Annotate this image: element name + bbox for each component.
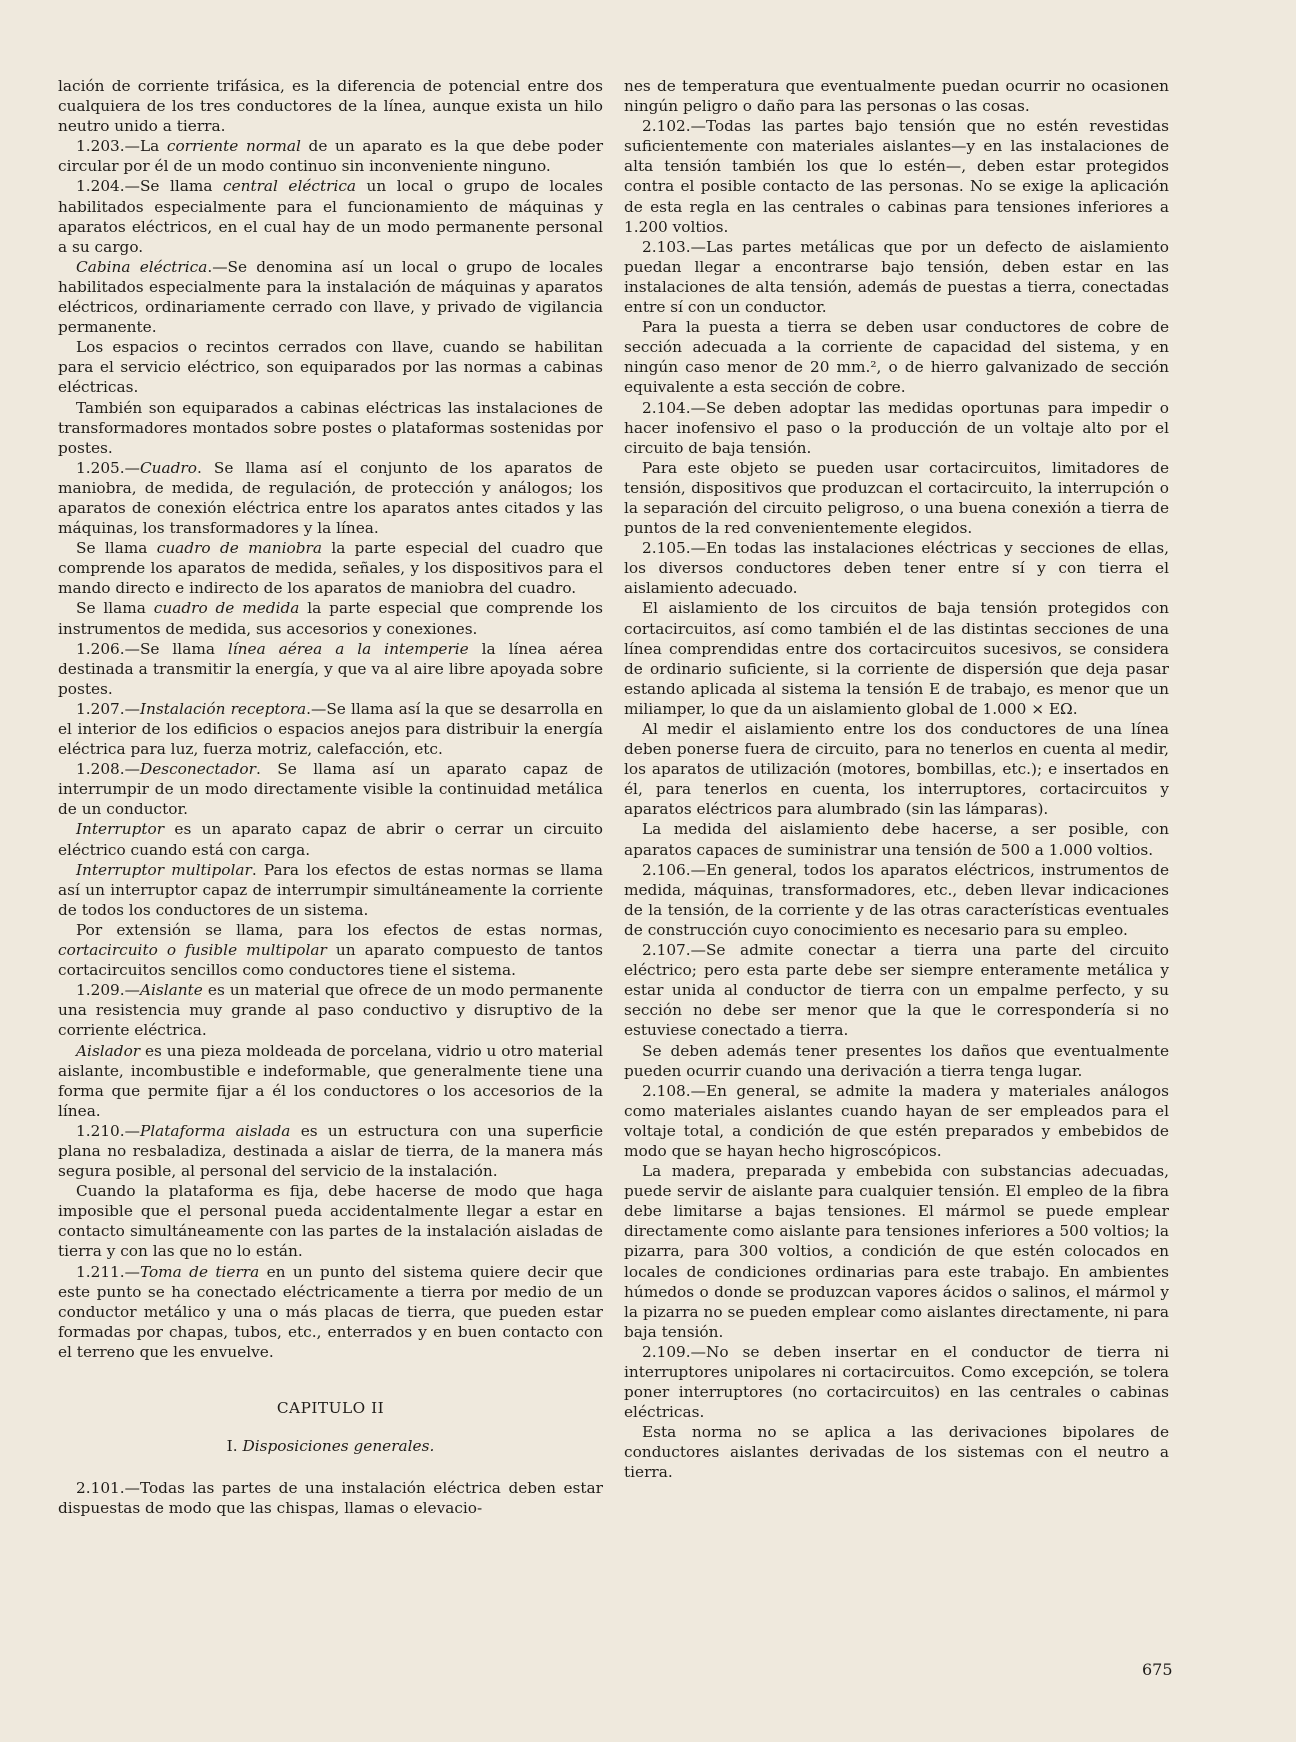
paragraph: Cuando la plataforma es fija, debe hacerse de modo que haga imposible que el personal pueda accidentalmente llegar a estar en contacto simultáneamente con las partes de la instalación aisladas de tierra y con las que no lo están. [58, 1182, 603, 1261]
paragraph: 2.108.—En general, se admite la madera y materiales análogos como materiales aislantes cuando hayan de ser empleados para el voltaje total, a condición de que estén preparados y embebidos de modo que se hayan hecho higroscópicos. [624, 1081, 1169, 1160]
paragraph: Cabina eléctrica.—Se denomina así un local o grupo de locales habilitados especialmente para la instalación de máquinas y aparatos eléctricos, ordinariamente cerrado con llave, y privado de vigilancia permanente. [58, 257, 603, 337]
paragraph: Aislador es una pieza moldeada de porcelana, vidrio u otro material aislante, incombustible e indeformable, que generalmente tiene una forma que permite fijar a él los conductores o los accesorios de la línea. [58, 1041, 604, 1120]
paragraph: 1.207.—Instalación receptora.—Se llama así la que se desarrolla en el interior de los edificios o espacios anejos para distribuir la energía eléctrica para luz, fuerza motriz, calefacción, etc. [58, 699, 603, 759]
chapter-heading: CAPITULO II [276, 1399, 385, 1417]
paragraph: nes de temperatura que eventualmente puedan ocurrir no ocasionen ningún peligro o daño para las personas o las cosas. [624, 77, 1169, 116]
paragraph: La medida del aislamiento debe hacerse, a ser posible, con aparatos capaces de suministrar una tensión de 500 a 1.000 voltios. [624, 820, 1169, 859]
paragraph: 2.105.—En todas las instalaciones eléctricas y secciones de ellas, los diversos conductores deben tener entre sí y con tierra el aislamiento adecuado. [624, 539, 1169, 598]
paragraph: 2.106.—En general, todos los aparatos eléctricos, instrumentos de medida, máquinas, transformadores, etc., deben llevar indicaciones de la tensión, de la corriente y de las otras características eventuales de construcción cuyo conocimiento es necesario para su empleo. [624, 860, 1169, 939]
paragraph: 1.205.—Cuadro. Se llama así el conjunto de los aparatos de maniobra, de medida, de regulación, de protección y análogos; los aparatos de conexión eléctrica entre los aparatos antes citados y las máquinas, los transformadores y la línea. [58, 458, 603, 538]
paragraph: 2.107.—Se admite conectar a tierra una parte del circuito eléctrico; pero esta parte debe ser siempre enteramente metálica y estar unida al conductor de tierra con un empalme perfecto, y su sección no debe ser menor que la que le correspondería si no estuviese conectado a tierra. [624, 941, 1169, 1040]
paragraph: Se deben además tener presentes los daños que eventualmente pueden ocurrir cuando una derivación a tierra tenga lugar. [624, 1041, 1169, 1080]
paragraph: Interruptor multipolar. Para los efectos de estas normas se llama así un interruptor capaz de interrumpir simultáneamente la corriente de todos los conductores de un sistema. [58, 860, 603, 919]
paragraph: El aislamiento de los circuitos de baja tensión protegidos con cortacircuitos, así como también el de las distintas secciones de una línea comprendidas entre dos cortacircuitos sucesivos, se considera de ordinario suficiente, si la corriente de dispersión que deja pasar estando aplicada al sistema la tensión E de trabajo, es menor que un miliamper, lo que da un aislamiento global de 1.000 × EΩ. [624, 599, 1169, 718]
paragraph: 2.103.—Las partes metálicas que por un defecto de aislamiento puedan llegar a encontrarse bajo tensión, deben estar en las instalaciones de alta tensión, además de puestas a tierra, conectadas entre sí con un conductor. [624, 237, 1169, 317]
paragraph: También son equiparados a cabinas eléctricas las instalaciones de transformadores montados sobre postes o plataformas sostenidas por postes. [58, 398, 603, 457]
paragraph: Al medir el aislamiento entre los dos conductores de una línea deben ponerse fuera de circuito, para no tenerlos en cuenta al medir, los aparatos de utilización (motores, bombillas, etc.); e insertados en él, para tenerlos en cuenta, los interruptores, cortacircuitos y aparatos eléctricos para alumbrado (sin las lámparas). [624, 720, 1169, 819]
paragraph: 1.206.—Se llama línea aérea a la intemperie la línea aérea destinada a transmitir la energía, y que va al aire libre apoyada sobre postes. [58, 639, 603, 698]
paragraph: Se llama cuadro de maniobra la parte especial del cuadro que comprende los aparatos de medida, señales, y los dispositivos para el mando directo e indirecto de los aparatos de maniobra del cuadro. [58, 539, 603, 598]
paragraph: lación de corriente trifásica, es la diferencia de potencial entre dos cualquiera de los tres conductores de la línea, aunque exista un hilo neutro unido a tierra. [58, 77, 603, 136]
paragraph: 2.101.—Todas las partes de una instalación eléctrica deben estar dispuestas de modo que las chispas, llamas o elevacio- [58, 1479, 603, 1518]
section-heading: I. Disposiciones generales. [226, 1437, 435, 1456]
paragraph: La madera, preparada y embebida con substancias adecuadas, puede servir de aislante para cualquier tensión. El empleo de la fibra debe limitarse a bajas tensiones. El mármol se puede emplear directamente como aislante para tensiones inferiores a 500 voltios; la pizarra, para 300 voltios, a condición de que estén colocados en locales de condiciones ordinarias para este trabajo. En ambientes húmedos o donde se produzcan vapores ácidos o salinos, el mármol y la pizarra no se pueden emplear como aislantes directamente, ni para baja tensión. [624, 1162, 1169, 1341]
right-column [624, 76, 1169, 1483]
paragraph: 1.209.—Aislante es un material que ofrece de un modo permanente una resistencia muy grande al paso conductivo y disruptivo de la corriente eléctrica. [58, 981, 603, 1040]
paragraph: 1.204.—Se llama central eléctrica un local o grupo de locales habilitados especialmente para el funcionamiento de máquinas y aparatos eléctricos, en el cual hay de un modo permanente personal a su cargo. [58, 177, 603, 256]
paragraph: Por extensión se llama, para los efectos de estas normas, cortacircuito o fusible multipolar un aparato compuesto de tantos cortacircuitos sencillos como conductores tiene el sistema. [58, 920, 604, 980]
paragraph: 2.102.—Todas las partes bajo tensión que no estén revestidas suficientemente con materiales aislantes—y en las instalaciones de alta tensión también los que lo estén—, deben estar protegidos contra el posible contacto de las personas. No se exige la aplicación de esta regla en las centrales o cabinas para tensiones inferiores a 1.200 voltios. [624, 117, 1169, 236]
paragraph: Interruptor es un aparato capaz de abrir o cerrar un circuito eléctrico cuando está con carga. [58, 820, 603, 859]
paragraph: 2.109.—No se deben insertar en el conductor de tierra ni interruptores unipolares ni cortacircuitos. Como excepción, se tolera poner interruptores (no cortacircuitos) en las centrales o cabinas eléctricas. [624, 1342, 1169, 1422]
paragraph: 2.104.—Se deben adoptar las medidas oportunas para impedir o hacer inofensivo el paso o la producción de un voltaje alto por el circuito de baja tensión. [624, 398, 1169, 457]
paragraph: Para este objeto se pueden usar cortacircuitos, limitadores de tensión, dispositivos que produzcan el cortacircuito, la interrupción o la separación del circuito peligroso, o una buena conexión a tierra de puntos de la red convenientemente elegidos. [624, 458, 1169, 538]
left-column [58, 76, 603, 1518]
paragraph: 1.208.—Desconectador. Se llama así un aparato capaz de interrumpir de un modo directamente visible la continuidad metálica de un conductor. [58, 760, 603, 819]
paragraph: 1.211.—Toma de tierra en un punto del sistema quiere decir que este punto se ha conectado eléctricamente a tierra por medio de un conductor metálico y una o más placas de tierra, que pueden estar formadas por chapas, tubos, etc., enterrados y en buen contacto con el terreno que les envuelve. [58, 1262, 603, 1361]
paragraph: Para la puesta a tierra se deben usar conductores de cobre de sección adecuada a la corriente de capacidad del sistema, y en ningún caso menor de 20 mm.², o de hierro galvanizado de sección equivalente a esta sección de cobre. [624, 318, 1169, 397]
paragraph: 1.210.—Plataforma aislada es un estructura con una superficie plana no resbaladiza, destinada a aislar de tierra, de la manera más segura posible, al personal del servicio de la instalación. [58, 1121, 603, 1181]
paragraph: Los espacios o recintos cerrados con llave, cuando se habilitan para el servicio eléctrico, son equiparados por las normas a cabinas eléctricas. [58, 338, 603, 397]
paragraph: Se llama cuadro de medida la parte especial que comprende los instrumentos de medida, sus accesorios y conexiones. [58, 599, 603, 638]
paragraph: Esta norma no se aplica a las derivaciones bipolares de conductores aislantes derivadas de los sistemas con el neutro a tierra. [624, 1423, 1169, 1482]
page-number: 675 [1142, 1660, 1173, 1679]
paragraph: 1.203.—La corriente normal de un aparato es la que debe poder circular por él de un modo continuo sin inconveniente ninguno. [58, 137, 604, 176]
